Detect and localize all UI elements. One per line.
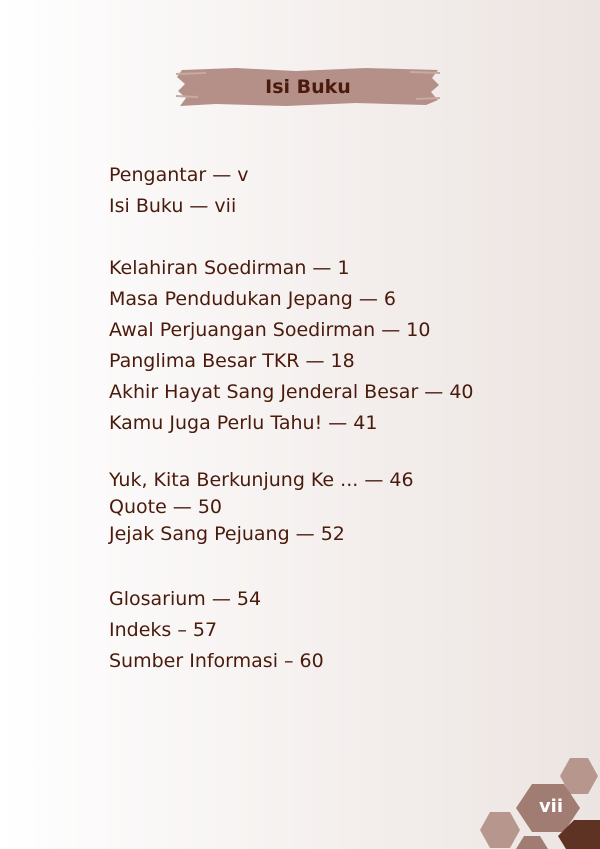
page-title: Isi Buku xyxy=(265,76,351,98)
toc-group-chapters xyxy=(109,253,474,439)
page-number: vii xyxy=(538,796,564,817)
toc-entry-jejak[interactable]: Jejak Sang Pejuang — 52 xyxy=(109,523,345,545)
toc-entry-akhir-hayat[interactable]: Akhir Hayat Sang Jenderal Besar — 40 xyxy=(109,381,474,403)
toc-entry-indeks[interactable]: Indeks – 57 xyxy=(109,619,218,641)
hexagon-bottom-mid xyxy=(516,836,548,849)
toc-group-front-matter xyxy=(109,160,249,222)
toc-entry-sumber[interactable]: Sumber Informasi – 60 xyxy=(109,650,324,672)
toc-entry-kamu-juga[interactable]: Kamu Juga Perlu Tahu! — 41 xyxy=(109,412,378,434)
hexagon-bottom-left xyxy=(480,812,520,848)
toc-entry-yuk-kita[interactable]: Yuk, Kita Berkunjung Ke ... — 46 xyxy=(109,469,414,491)
toc-group-back-matter xyxy=(109,584,324,677)
toc-entry-quote[interactable]: Quote — 50 xyxy=(109,496,223,518)
toc-entry-pengantar[interactable]: Pengantar — v xyxy=(109,164,249,186)
title-banner xyxy=(176,66,440,108)
toc-entry-awal-perjuangan[interactable]: Awal Perjuangan Soedirman — 10 xyxy=(109,319,431,341)
toc-entry-isi-buku[interactable]: Isi Buku — vii xyxy=(109,195,237,217)
toc-group-extras xyxy=(109,467,414,548)
toc-entry-glosarium[interactable]: Glosarium — 54 xyxy=(109,588,262,610)
toc-entry-kelahiran[interactable]: Kelahiran Soedirman — 1 xyxy=(109,257,350,279)
toc-entry-panglima-besar[interactable]: Panglima Besar TKR — 18 xyxy=(109,350,355,372)
toc-entry-masa-pendudukan[interactable]: Masa Pendudukan Jepang — 6 xyxy=(109,288,396,310)
